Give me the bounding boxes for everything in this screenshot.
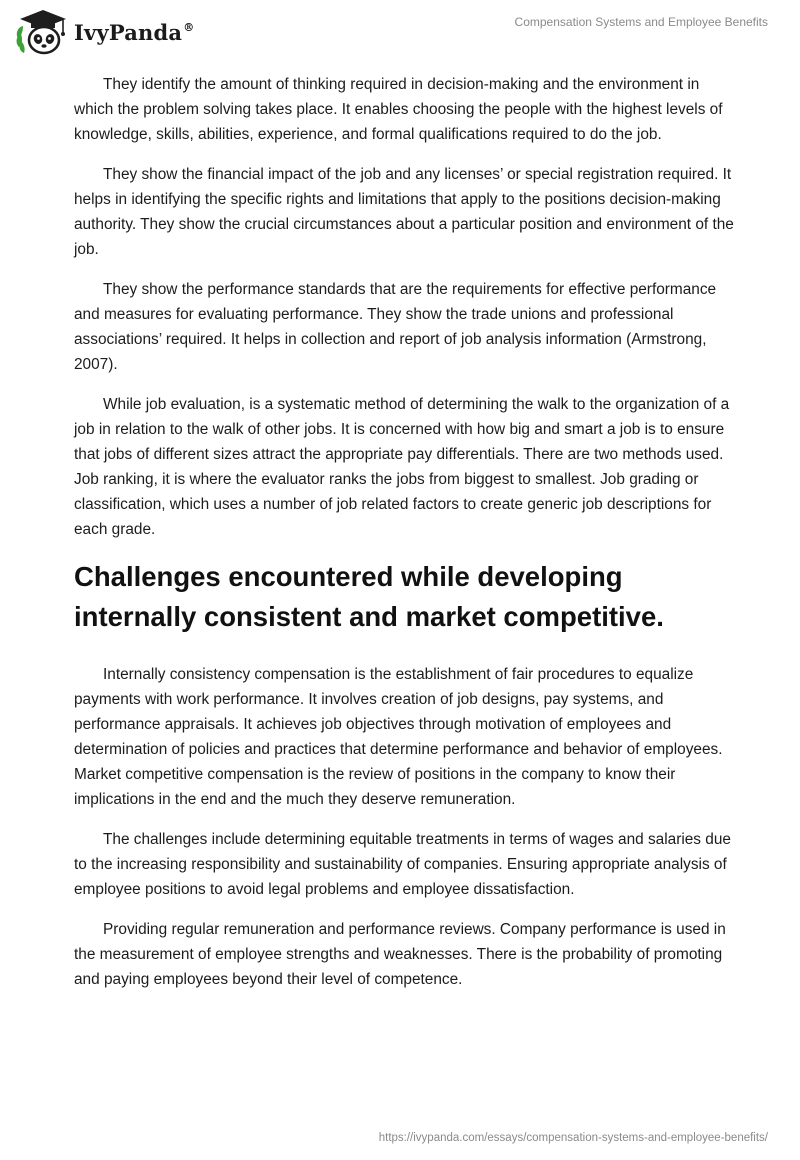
panda-graduation-cap-icon bbox=[14, 7, 72, 57]
paragraph: Providing regular remuneration and performance reviews. Company performance is used in the measurement of employee strengths and weaknesses. There is the probability of promoting and paying employees beyond their level of competence. bbox=[74, 921, 726, 988]
brand-name bbox=[74, 20, 194, 45]
paragraph: They show the performance standards that are the requirements for effective performance and measures for evaluating performance. They show the trade unions and professional associations’ required. It helps in collection and report of job analysis information (Armstrong, 2007). bbox=[74, 281, 717, 373]
brand-name-text: IvyPanda bbox=[74, 19, 183, 45]
page-header bbox=[0, 0, 800, 64]
paragraph: They show the financial impact of the job and any licenses’ or special registration required. It helps in identifying the specific rights and limitations that apply to the positions decision-making authority. They show the crucial circumstances about a particular position and environment of the job. bbox=[74, 166, 734, 258]
registered-mark: ® bbox=[183, 20, 195, 34]
document-title: Compensation Systems and Employee Benefits bbox=[514, 15, 768, 29]
paragraph: They identify the amount of thinking required in decision-making and the environment in which the problem solving takes place. It enables choosing the people with the highest levels of knowledge, skills, abilities, experience, and formal qualifications required to do the job. bbox=[74, 76, 723, 143]
essay-content bbox=[74, 72, 734, 1007]
source-url[interactable]: https://ivypanda.com/essays/compensation-systems-and-employee-benefits/ bbox=[378, 1132, 768, 1144]
paragraph: While job evaluation, is a systematic method of determining the walk to the organization of a job in relation to the walk of other jobs. It is concerned with how big and smart a job is to ensure that jobs of different sizes attract the appropriate pay differentials. There are two methods used. Job ranking, it is where the evaluator ranks the jobs from biggest to smallest. Job grading or classification, which uses a number of job related factors to create generic job descriptions for each grade. bbox=[74, 396, 730, 538]
paragraph: The challenges include determining equitable treatments in terms of wages and salaries due to the increasing responsibility and sustainability of companies. Ensuring appropriate analysis of employee positions to avoid legal problems and employee dissatisfaction. bbox=[74, 831, 731, 898]
section-heading: Challenges encountered while developing internally consistent and market competitive. bbox=[74, 561, 664, 632]
ivypanda-logo[interactable] bbox=[14, 7, 194, 57]
paragraph: Internally consistency compensation is the establishment of fair procedures to equalize payments with work performance. It involves creation of job designs, pay systems, and performance appraisals. It achieves job objectives through motivation of employees and determination of policies and practices that determine performance and behavior of employees. Market competitive compensation is the review of positions in the company to know their implications in the end and the much they deserve remuneration. bbox=[74, 666, 723, 808]
